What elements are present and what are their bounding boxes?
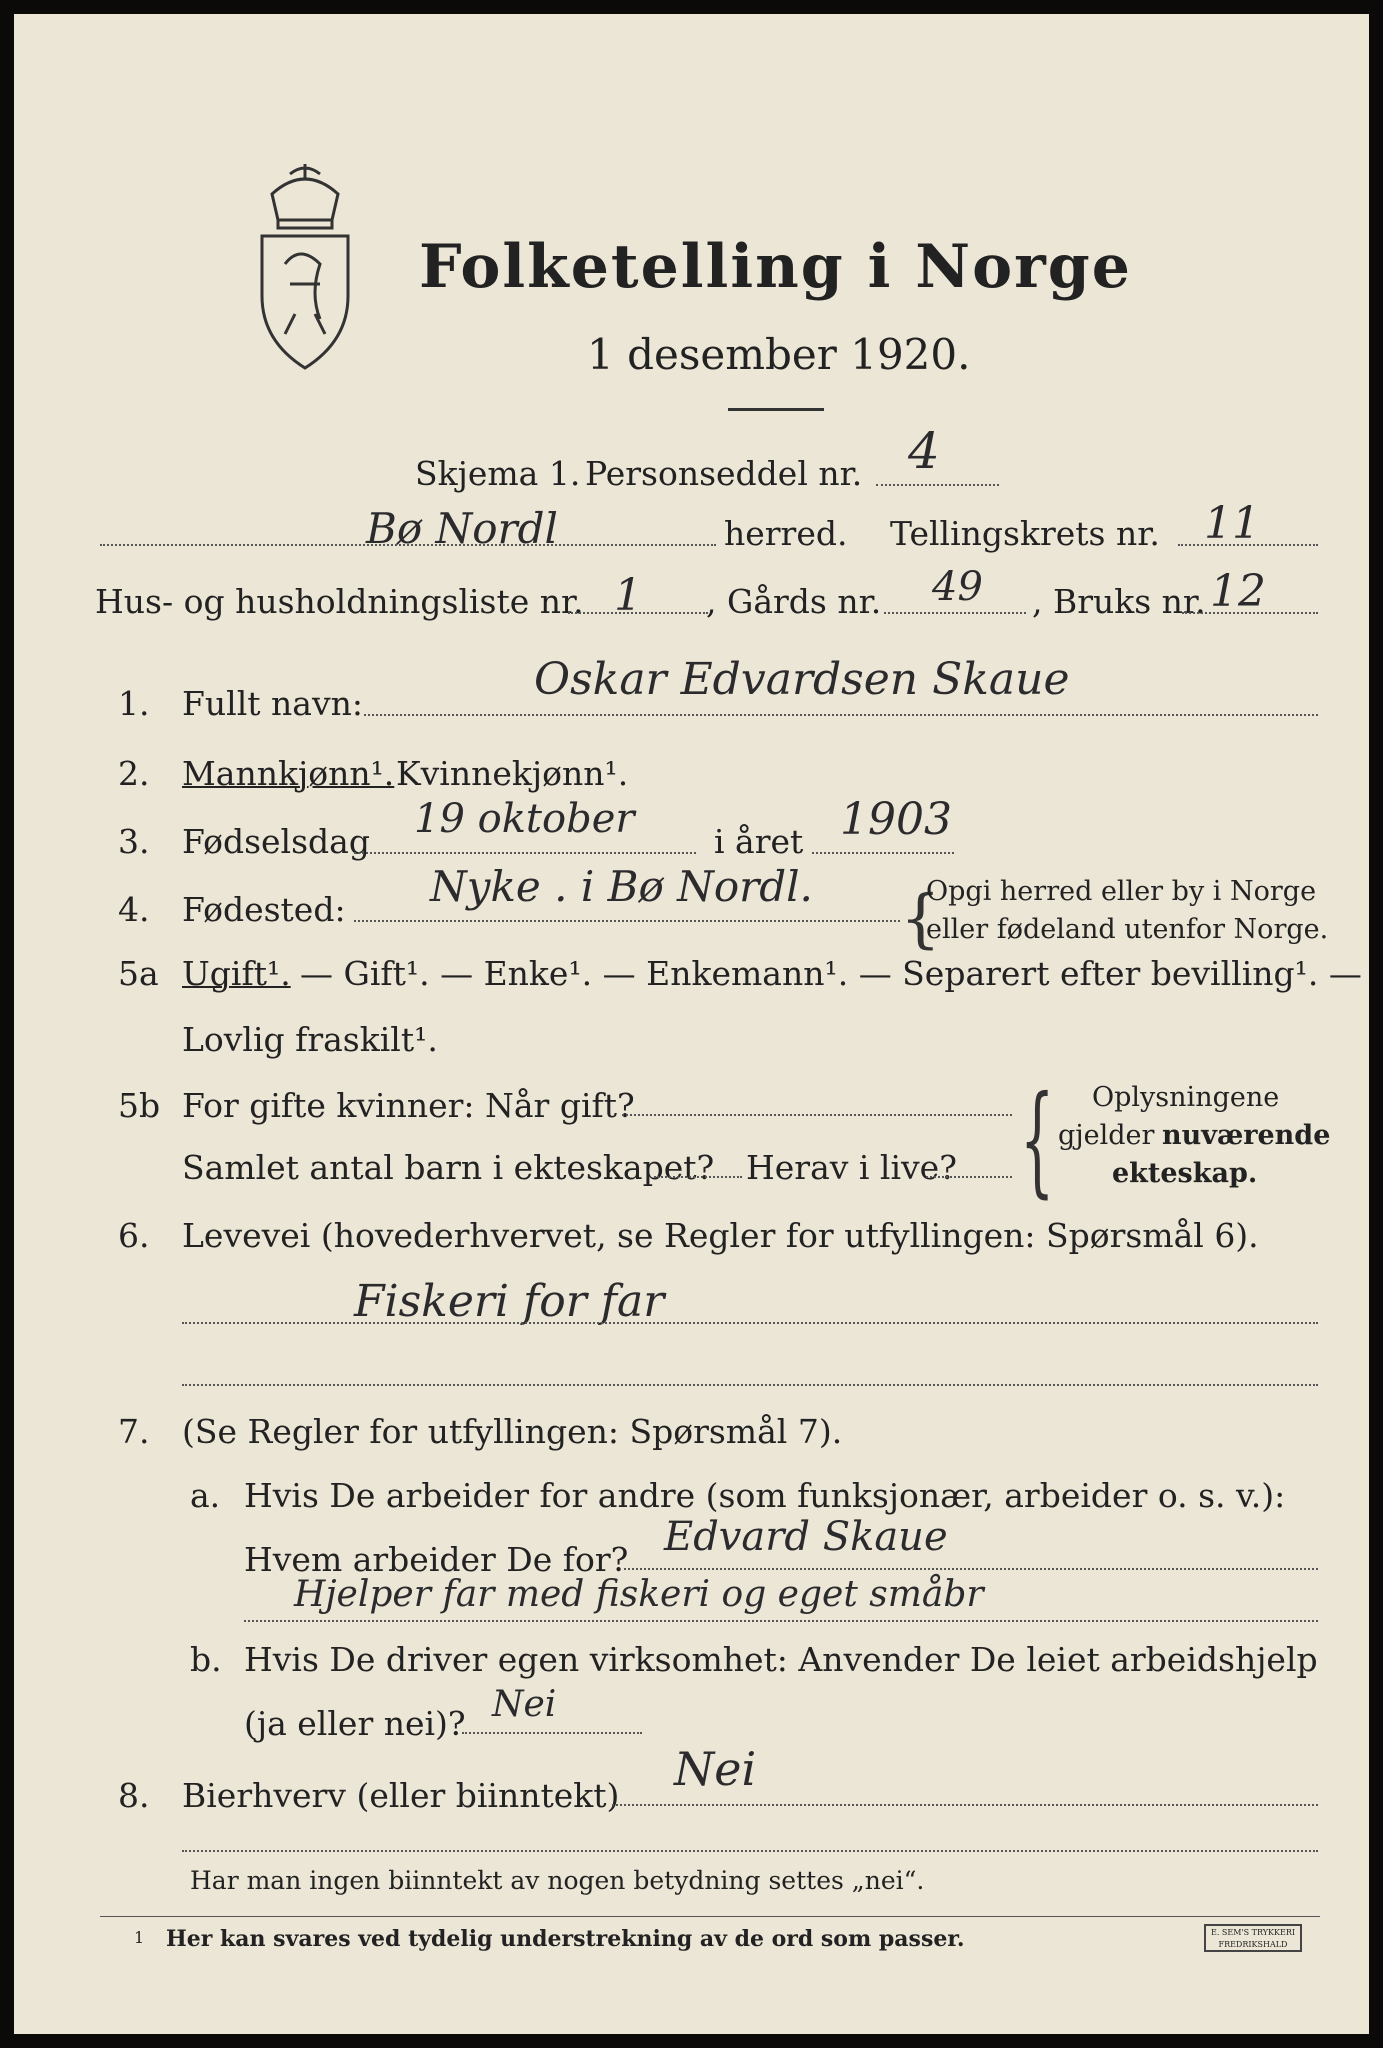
q7-number: 7. bbox=[118, 1412, 150, 1451]
nei-note: Har man ingen biinntekt av nogen betydning settes „nei“. bbox=[190, 1866, 925, 1895]
q4-value: Nyke . i Bø Nordl. bbox=[430, 862, 813, 911]
q2-number: 2. bbox=[118, 754, 150, 793]
q7b-value: Nei bbox=[492, 1684, 557, 1725]
personseddel-value: 4 bbox=[908, 422, 940, 480]
bruks-value: 12 bbox=[1210, 566, 1266, 617]
q8-line1 bbox=[612, 1804, 1318, 1806]
q7a-line-extra bbox=[244, 1620, 1318, 1622]
gards-line bbox=[884, 612, 1026, 614]
q8-number: 8. bbox=[118, 1776, 150, 1815]
q3-label: Fødselsdag bbox=[182, 822, 370, 861]
title-divider bbox=[728, 408, 824, 411]
q7a-line bbox=[624, 1568, 1318, 1570]
q5a-ugift: Ugift¹. bbox=[182, 954, 291, 993]
coat-of-arms-icon bbox=[250, 164, 360, 374]
q5b-line2a: Samlet antal barn i ekteskapet? bbox=[182, 1148, 715, 1187]
q5b-line1: For gifte kvinner: Når gift? bbox=[182, 1086, 635, 1125]
q7a-letter: a. bbox=[190, 1476, 221, 1515]
q2-mannkjonn: Mannkjønn¹. bbox=[182, 754, 395, 793]
q4-note-line1: Opgi herred eller by i Norge bbox=[926, 876, 1317, 907]
q5a-fraskilt: Lovlig fraskilt¹. bbox=[182, 1020, 438, 1059]
census-form bbox=[14, 14, 1369, 2034]
herred-label: herred. bbox=[724, 514, 848, 553]
q5b-line2b: Herav i live? bbox=[746, 1148, 957, 1187]
q5b-note1: Oplysningene bbox=[1092, 1082, 1280, 1113]
q4-line bbox=[354, 920, 900, 922]
q1-number: 1. bbox=[118, 684, 150, 723]
q2-kvinnekjonn: Kvinnekjønn¹. bbox=[396, 754, 629, 793]
q5b-barn-line bbox=[654, 1176, 742, 1178]
q5b-note3: ekteskap. bbox=[1112, 1158, 1258, 1189]
q7a-value: Edvard Skaue bbox=[664, 1514, 948, 1560]
q7a-value2: Hjelper far med fiskeri og eget småbr bbox=[294, 1574, 984, 1615]
q5b-gift-line bbox=[622, 1114, 1012, 1116]
footnote-divider bbox=[100, 1916, 1320, 1917]
bruks-label: , Bruks nr. bbox=[1032, 582, 1206, 621]
q7a-line1: Hvis De arbeider for andre (som funksjonær, arbeider o. s. v.): bbox=[244, 1476, 1286, 1515]
q1-line bbox=[364, 714, 1318, 716]
tellingskrets-label: Tellingskrets nr. bbox=[890, 514, 1160, 553]
q1-label: Fullt navn: bbox=[182, 684, 363, 723]
q6-line1 bbox=[182, 1322, 1318, 1324]
q4-label: Fødested: bbox=[182, 890, 346, 929]
herred-value: Bø Nordl bbox=[366, 504, 558, 553]
q5b-brace: { bbox=[1020, 1071, 1055, 1210]
husliste-label: Hus- og husholdningsliste nr. bbox=[95, 582, 584, 621]
q6-value: Fiskeri for far bbox=[354, 1276, 665, 1327]
printer-stamp bbox=[1204, 1924, 1302, 1952]
q4-number: 4. bbox=[118, 890, 150, 929]
form-title: Folketelling i Norge bbox=[419, 232, 1132, 302]
census-date: 1 desember 1920. bbox=[587, 330, 971, 379]
printer-line2: FREDRIKSHALD bbox=[1218, 1940, 1288, 1949]
q5a-options: — Gift¹. — Enke¹. — Enkemann¹. — Separert efter bevilling¹. — bbox=[300, 954, 1362, 993]
husliste-value: 1 bbox=[614, 570, 642, 621]
footnote-mark: 1 bbox=[134, 1928, 145, 1947]
gards-label: , Gårds nr. bbox=[706, 582, 882, 621]
skjema-label: Skjema 1. bbox=[415, 454, 581, 493]
q5b-live-line bbox=[926, 1176, 1012, 1178]
q7-label: (Se Regler for utfyllingen: Spørsmål 7). bbox=[182, 1412, 843, 1451]
q8-line2 bbox=[182, 1850, 1318, 1852]
q3-year-line bbox=[812, 852, 954, 854]
q8-label: Bierhverv (eller biinntekt) bbox=[182, 1776, 620, 1815]
q5b-note2a: gjelder bbox=[1058, 1120, 1155, 1151]
q5a-number: 5a bbox=[118, 954, 159, 993]
personseddel-line bbox=[876, 484, 999, 486]
q5b-note2b: nuværende bbox=[1162, 1120, 1331, 1151]
q7b-line bbox=[462, 1732, 642, 1734]
printer-line1: E. SEM'S TRYKKERI bbox=[1210, 1928, 1296, 1937]
q8-value: Nei bbox=[674, 1742, 757, 1796]
q7b-line2: (ja eller nei)? bbox=[244, 1704, 466, 1743]
q3-year: 1903 bbox=[840, 794, 952, 845]
tellingskrets-value: 11 bbox=[1204, 498, 1260, 549]
q3-number: 3. bbox=[118, 822, 150, 861]
gards-value: 49 bbox=[932, 564, 983, 610]
q6-line2 bbox=[182, 1384, 1318, 1386]
q5b-number: 5b bbox=[118, 1086, 161, 1125]
q7a-line2: Hvem arbeider De for? bbox=[244, 1540, 629, 1579]
personseddel-label: Personseddel nr. bbox=[585, 454, 863, 493]
q4-note-line2: eller fødeland utenfor Norge. bbox=[926, 914, 1329, 945]
q3-value: 19 oktober bbox=[414, 796, 635, 842]
q6-number: 6. bbox=[118, 1216, 150, 1255]
q1-value: Oskar Edvardsen Skaue bbox=[534, 654, 1070, 705]
q4-brace: { bbox=[900, 882, 941, 956]
q7b-line1: Hvis De driver egen virksomhet: Anvender De leiet arbeidshjelp bbox=[244, 1640, 1318, 1679]
q3-line bbox=[354, 852, 696, 854]
q3-aaret-label: i året bbox=[714, 822, 804, 861]
footnote-text: Her kan svares ved tydelig understrekning av de ord som passer. bbox=[166, 1926, 965, 1952]
q7b-letter: b. bbox=[190, 1640, 222, 1679]
q6-label: Levevei (hovederhvervet, se Regler for utfyllingen: Spørsmål 6). bbox=[182, 1216, 1259, 1255]
